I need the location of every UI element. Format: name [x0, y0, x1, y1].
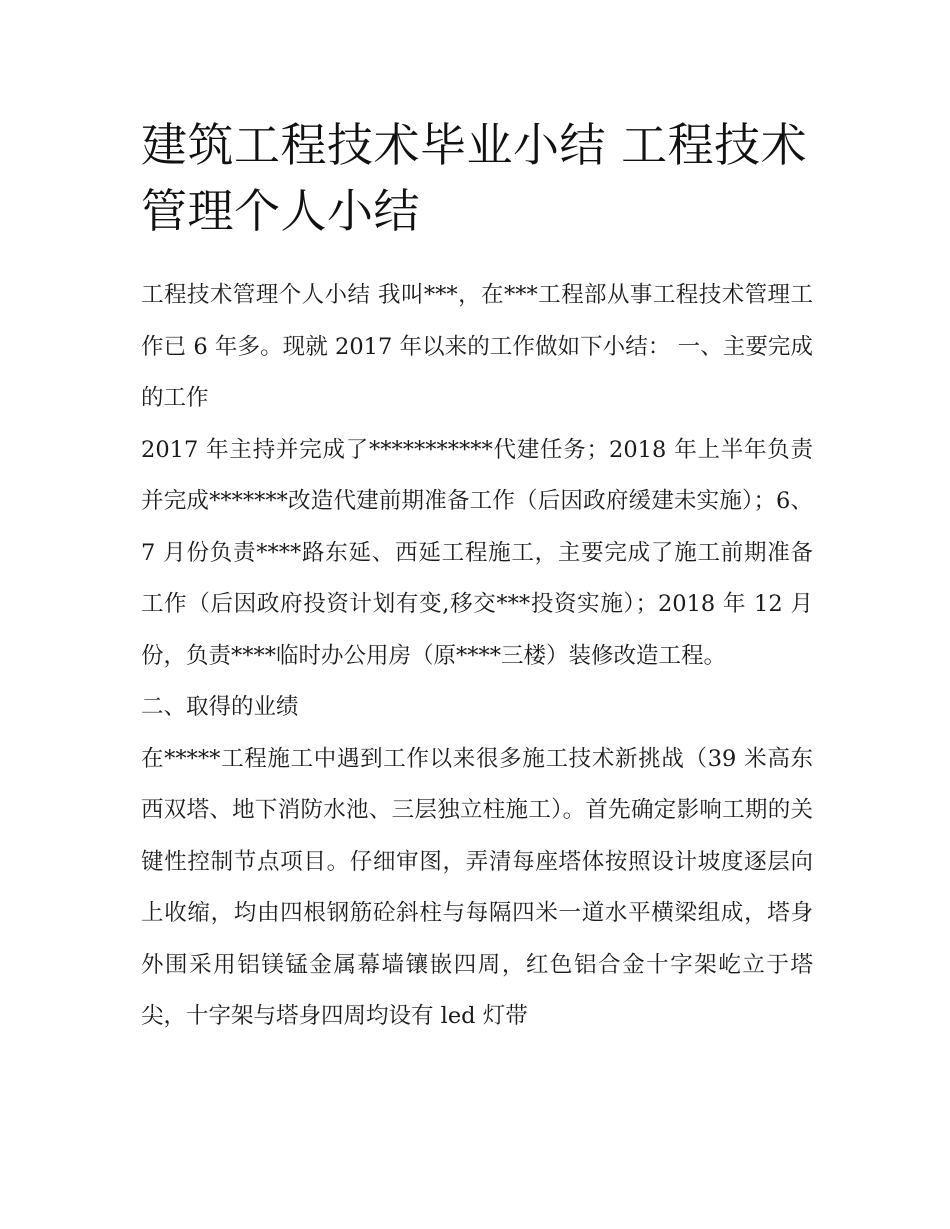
paragraph-achievements: 在*****工程施工中遇到工作以来很多施工技术新挑战（39 米高东西双塔、地下消防水池、三层独立柱施工）。首先确定影响工期的关键性控制节点项目。仔细审图，弄清每座塔体按照设计坡度逐层向上收缩，均由四根钢筋砼斜柱与每隔四米一道水平横梁组成，塔身外围采用铝镁锰金属幕墙镶嵌四周，红色铝合金十字架屹立于塔尖，十字架与塔身四周均设有 led 灯带: [141, 745, 813, 1029]
document-page: [141, 112, 813, 1043]
paragraph-completed-work: 2017 年主持并完成了***********代建任务；2018 年上半年负责并完成*******改造代建前期准备工作（后因政府缓建未实施）；6、7 月份负责****路东延、西延工程施工，主要完成了施工前期准备工作（后因政府投资计划有变,移交***投资实施）；2018 年 12 月份，负责****临时办公用房（原****三楼）装修改造工程。: [141, 436, 813, 669]
paragraph-intro: 工程技术管理个人小结 我叫***，在***工程部从事工程技术管理工作已 6 年多。现就 2017 年以来的工作做如下小结： 一、主要完成的工作: [141, 282, 813, 411]
document-body: [141, 270, 813, 1043]
section-heading-achievements: 二、取得的业绩: [141, 694, 299, 720]
document-title: 建筑工程技术毕业小结 工程技术管理个人小结: [141, 118, 808, 238]
